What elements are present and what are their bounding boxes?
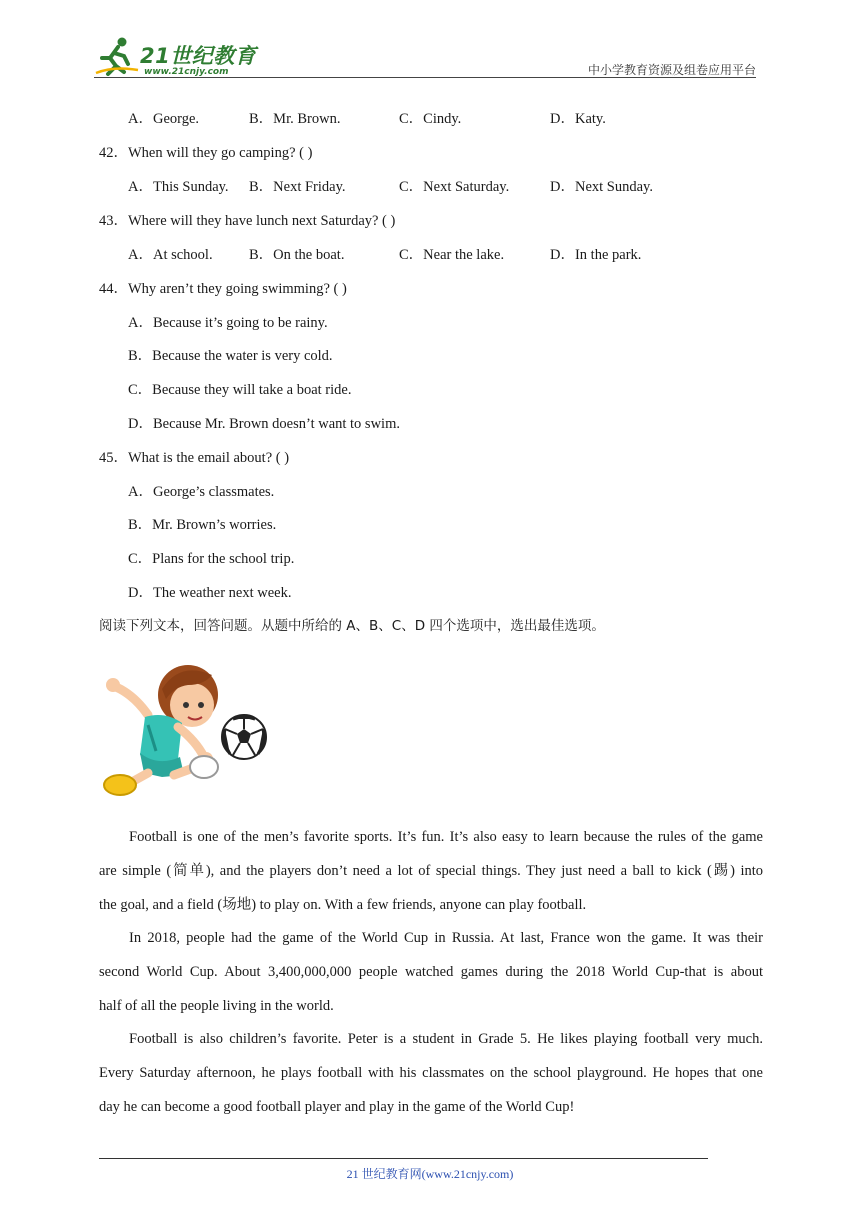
- q42-stem: 42．When will they go camping? ( ): [99, 145, 313, 161]
- q41-option-d: D．Katy.: [550, 111, 606, 127]
- reading-instruction: 阅读下列文本，回答问题。从题中所给的 A、B、C、D 四个选项中，选出最佳选项。: [99, 618, 605, 634]
- footer-divider: [99, 1158, 708, 1159]
- q45-option-c: C．Plans for the school trip.: [128, 551, 295, 567]
- q44-option-d: D．Because Mr. Brown doesn’t want to swim.: [128, 416, 400, 432]
- passage-line: the goal, and a field (场地) to play on. With a few friends, anyone can play football.: [99, 897, 587, 913]
- passage-line: half of all the people living in the world.: [99, 998, 334, 1014]
- football-boy-illustration: [100, 655, 270, 805]
- passage-line: second World Cup. About 3,400,000,000 people watched games during the 2018 World Cup-that is about: [99, 964, 763, 980]
- q45-option-b: B．Mr. Brown’s worries.: [128, 517, 277, 533]
- page-header: [94, 30, 756, 80]
- logo-text: 21世纪教育: [140, 44, 257, 68]
- q41-option-b: B．Mr. Brown.: [249, 111, 341, 127]
- passage-line: day he can become a good football player and play in the game of the World Cup!: [99, 1099, 575, 1115]
- q44-stem: 44．Why aren’t they going swimming? ( ): [99, 281, 347, 297]
- passage-line: Every Saturday afternoon, he plays football with his classmates on the school playground. He hopes that one: [99, 1065, 763, 1081]
- q41-option-a: A．George.: [128, 111, 200, 127]
- passage-line: are simple (简单), and the players don’t need a lot of special things. They just need a ball to kick (踢) into: [99, 863, 763, 879]
- q43-option-b: B．On the boat.: [249, 247, 345, 263]
- logo-url: www.21cnjy.com: [144, 67, 229, 77]
- header-platform-title: 中小学教育资源及组卷应用平台: [587, 63, 756, 77]
- runner-logo-icon: [94, 36, 140, 76]
- passage-paragraph-1: [99, 820, 763, 922]
- q43-option-c: C．Near the lake.: [399, 247, 505, 263]
- q42-option-c: C．Next Saturday.: [399, 179, 510, 195]
- logo: [94, 36, 264, 80]
- passage-line: In 2018, people had the game of the World Cup in Russia. At last, France won the game. It was their: [129, 930, 763, 946]
- q44-option-a: A．Because it’s going to be rainy.: [128, 315, 328, 331]
- passage-line: Football is one of the men’s favorite sports. It’s fun. It’s also easy to learn because the rules of the game: [129, 829, 763, 845]
- passage-paragraph-2: [99, 921, 763, 1023]
- q42-option-b: B．Next Friday.: [249, 179, 346, 195]
- q41-option-c: C．Cindy.: [399, 111, 462, 127]
- q43-stem: 43．Where will they have lunch next Saturday? ( ): [99, 213, 396, 229]
- footer-source: 21 世纪教育网(www.21cnjy.com): [346, 1167, 514, 1181]
- q43-option-d: D．In the park.: [550, 247, 642, 263]
- header-divider: [94, 77, 756, 78]
- q43-option-a: A．At school.: [128, 247, 213, 263]
- q45-stem: 45．What is the email about? ( ): [99, 450, 290, 466]
- q44-option-b: B．Because the water is very cold.: [128, 348, 333, 364]
- q42-option-d: D．Next Sunday.: [550, 179, 653, 195]
- passage-paragraph-3: [99, 1022, 763, 1124]
- q45-option-d: D．The weather next week.: [128, 585, 292, 601]
- q44-option-c: C．Because they will take a boat ride.: [128, 382, 352, 398]
- q42-option-a: A．This Sunday.: [128, 179, 229, 195]
- q45-option-a: A．George’s classmates.: [128, 484, 275, 500]
- passage-line: Football is also children’s favorite. Peter is a student in Grade 5. He likes playing football very much.: [129, 1031, 763, 1047]
